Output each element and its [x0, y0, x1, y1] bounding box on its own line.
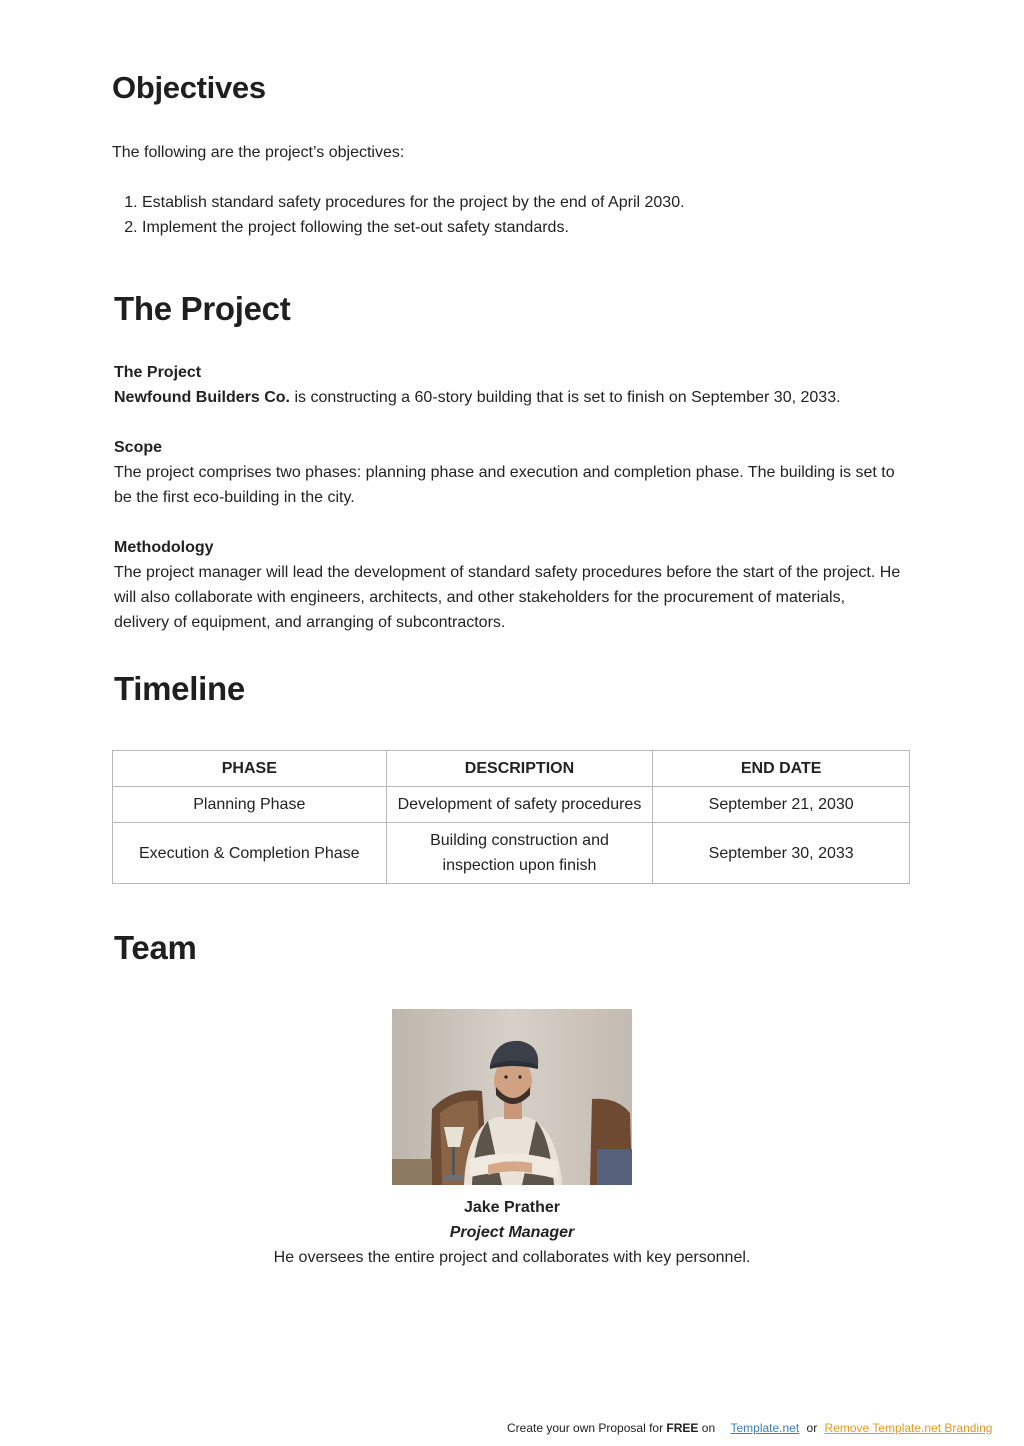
- project-overview-section: [114, 360, 904, 410]
- cell-end-date: September 21, 2030: [653, 787, 910, 823]
- project-overview-label: The Project: [114, 364, 202, 381]
- scope-section: [114, 435, 904, 510]
- project-overview-text: [114, 385, 904, 410]
- objective-item: 2. Implement the project following the set-out safety standards.: [142, 215, 922, 240]
- footer-or: or: [806, 1421, 818, 1435]
- team-member-role: Project Manager: [449, 1224, 575, 1241]
- cell-description: Building construction and inspection upon finish: [386, 823, 653, 884]
- project-overview-body: is constructing a 60-story building that is set to finish on September 30, 2033.: [290, 389, 841, 406]
- methodology-section: [114, 535, 904, 635]
- branding-footer: [507, 1419, 992, 1437]
- scope-label: Scope: [114, 439, 163, 456]
- objectives-list: [112, 190, 922, 240]
- footer-on: on: [698, 1421, 716, 1435]
- objectives-heading: Objectives: [112, 70, 266, 105]
- methodology-label: Methodology: [114, 539, 214, 556]
- footer-free: FREE: [666, 1421, 699, 1435]
- objectives-intro: The following are the project’s objectives:: [112, 144, 405, 161]
- team-member-photo: [392, 1009, 632, 1185]
- scope-text: The project comprises two phases: planning phase and execution and completion phase. The building is set to be the first eco-building in the city.: [114, 464, 895, 506]
- timeline-table: [112, 750, 910, 884]
- header-end-date: END DATE: [653, 751, 910, 787]
- company-name: Newfound Builders Co.: [114, 389, 290, 406]
- methodology-text: The project manager will lead the development of standard safety procedures before the start of the project. He will also collaborate with engineers, architects, and other stakeholders for the procurement of materials, delivery of equipment, and arranging of subcontractors.: [114, 564, 901, 631]
- cell-phase: Planning Phase: [113, 787, 387, 823]
- header-phase: PHASE: [113, 751, 387, 787]
- table-row: [113, 787, 910, 823]
- cell-phase: Execution & Completion Phase: [113, 823, 387, 884]
- cell-end-date: September 30, 2033: [653, 823, 910, 884]
- project-heading: The Project: [114, 290, 291, 327]
- team-member-name: Jake Prather: [463, 1199, 561, 1216]
- table-row: [113, 823, 910, 884]
- objective-item: 1. Establish standard safety procedures for the project by the end of April 2030.: [142, 190, 922, 215]
- footer-prefix: Create your own Proposal for: [507, 1421, 667, 1435]
- team-heading: Team: [114, 929, 197, 966]
- cell-description: Development of safety procedures: [386, 787, 653, 823]
- timeline-heading: Timeline: [114, 670, 245, 707]
- team-member-description: He oversees the entire project and collaborates with key personnel.: [273, 1249, 751, 1266]
- template-net-link[interactable]: Template.net: [730, 1421, 800, 1435]
- header-description: DESCRIPTION: [386, 751, 653, 787]
- table-header-row: [113, 751, 910, 787]
- remove-branding-link[interactable]: Remove Template.net Branding: [824, 1421, 993, 1435]
